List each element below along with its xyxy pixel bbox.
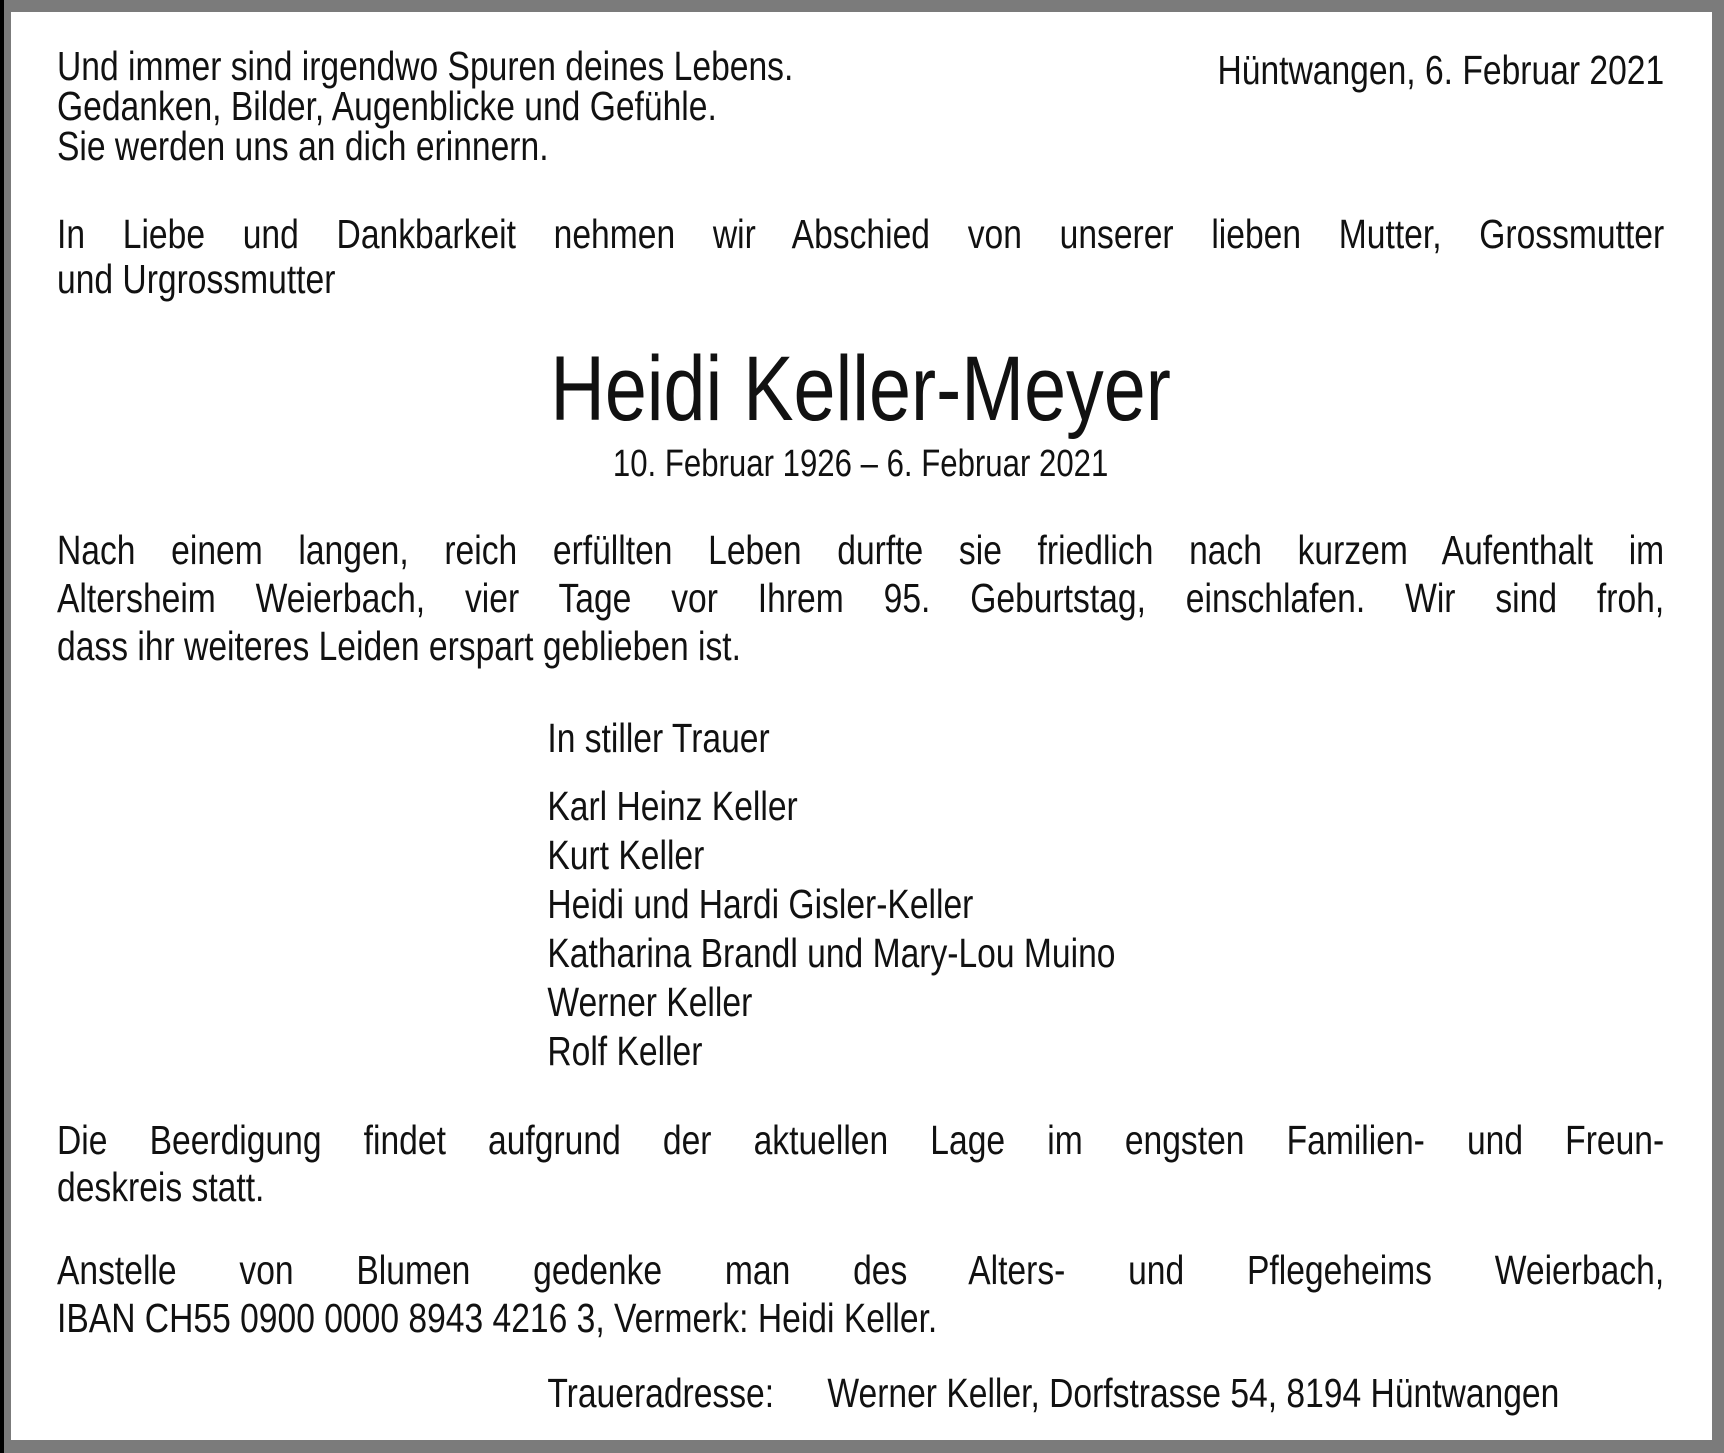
mourner-name: Heidi und Hardi Gisler-Keller: [547, 881, 974, 927]
donation-note: [57, 1246, 1664, 1342]
mourning-address-label: Traueradresse:: [547, 1370, 775, 1416]
mourner-name: Kurt Keller: [547, 832, 705, 878]
life-dates: 10. Februar 1926 – 6. Februar 2021: [612, 443, 1109, 485]
funeral-note-line: Die Beerdigung findet aufgrund der aktuellen Lage im engsten Familien- und Freun-: [57, 1117, 1665, 1163]
mourning-intro: [57, 714, 1724, 762]
donation-note-line: IBAN CH55 0900 0000 8943 4216 3, Vermerk: Heidi Keller.: [57, 1295, 938, 1341]
mourner-name: Rolf Keller: [547, 1028, 703, 1074]
mourner-name: Karl Heinz Keller: [547, 783, 798, 829]
obituary-paragraph: [57, 526, 1664, 670]
mourning-address: [57, 1369, 1724, 1417]
intro-line: und Urgrossmutter: [57, 256, 336, 302]
place-dateline: Hüntwangen, 6. Februar 2021: [1217, 47, 1665, 93]
funeral-note: [57, 1117, 1664, 1211]
intro-paragraph: [57, 212, 1664, 302]
donation-note-line: Anstelle von Blumen gedenke man des Alters- und Pflegeheims Weierbach,: [57, 1247, 1665, 1293]
deceased-name: Heidi Keller-Meyer: [550, 338, 1171, 440]
epigraph-line: Gedanken, Bilder, Augenblicke und Gefühle.: [57, 83, 717, 129]
mourner-name: Werner Keller: [547, 979, 753, 1025]
obituary-line: Nach einem langen, reich erfüllten Leben durfte sie friedlich nach kurzem Aufenthalt im: [57, 527, 1665, 573]
death-notice-content: [57, 12, 1664, 1440]
mourning-address-value: Werner Keller, Dorfstrasse 54, 8194 Hüntwangen: [827, 1370, 1560, 1416]
intro-line: In Liebe und Dankbarkeit nehmen wir Abschied von unserer lieben Mutter, Grossmutter: [57, 211, 1665, 257]
epigraph-line: Sie werden uns an dich erinnern.: [57, 123, 549, 169]
mourning-intro-text: In stiller Trauer: [547, 715, 770, 761]
mourners-list: [57, 782, 1724, 1076]
funeral-note-line: deskreis statt.: [57, 1164, 265, 1210]
mourner-name: Katharina Brandl und Mary-Lou Muino: [547, 930, 1116, 976]
obituary-line: Altersheim Weierbach, vier Tage vor Ihrem 95. Geburtstag, einschlafen. Wir sind froh,: [57, 575, 1665, 621]
death-notice-page: [11, 12, 1712, 1440]
epigraph-line: Und immer sind irgendwo Spuren deines Lebens.: [57, 43, 794, 89]
obituary-line: dass ihr weiteres Leiden erspart geblieben ist.: [57, 623, 741, 669]
